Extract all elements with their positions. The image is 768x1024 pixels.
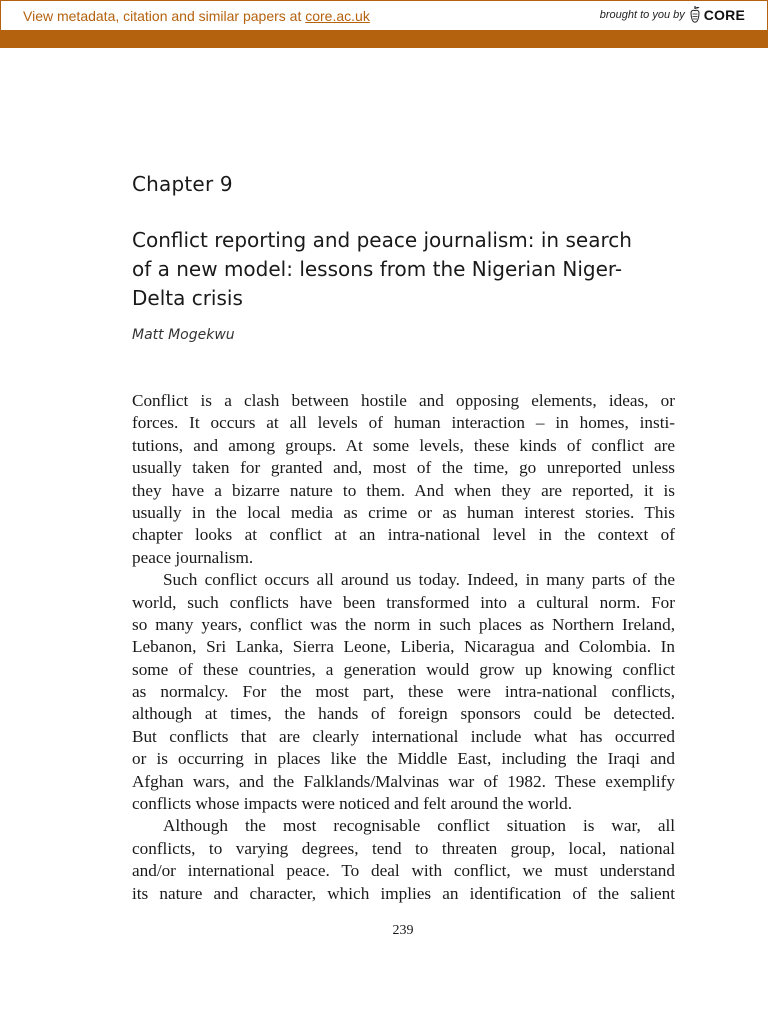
text-line: Afghan wars, and the Falklands/Malvinas war of 1982. These exemplify: [132, 771, 675, 791]
text-line: tutions, and among groups. At some levels, these kinds of conflict are: [132, 435, 675, 455]
text-line: Lebanon, Sri Lanka, Sierra Leone, Liberia, Nicaragua and Colombia. In: [132, 637, 675, 657]
provider-name: Sydney eScholarship: [642, 62, 746, 74]
core-banner-top: [0, 0, 768, 30]
text-line: as normalcy. For the most part, these were intra-national conflicts,: [132, 682, 675, 702]
core-link[interactable]: core.ac.uk: [305, 8, 370, 24]
text-line: so many years, conflict was the norm in such places as Northern Ireland,: [132, 614, 675, 634]
text-line: forces. It occurs at all levels of human interaction – in homes, insti-: [132, 413, 675, 433]
body-text: [132, 390, 675, 905]
text-line: conflicts, to varying degrees, tend to threaten group, local, national: [132, 838, 675, 858]
text-line: conflicts whose impacts were noticed and felt around the world.: [132, 794, 573, 814]
text-line: and/or international peace. To deal with conflict, we must understand: [132, 861, 675, 881]
core-apple-icon: [689, 5, 701, 25]
chapter-title-line: of a new model: lessons from the Nigerian Niger-: [132, 257, 623, 281]
chapter-title-line: Conflict reporting and peace journalism: in search: [132, 228, 632, 252]
page-number: 239: [392, 923, 414, 938]
text-line: peace journalism.: [132, 547, 254, 567]
core-metadata-text: [23, 8, 370, 24]
chapter-title: [132, 226, 680, 313]
text-line: Although the most recognisable conflict situation is war, all: [163, 816, 675, 836]
text-line: some of these countries, a generation would grow up knowing conflict: [132, 659, 675, 679]
text-line: world, such conflicts have been transformed into a cultural norm. For: [132, 592, 675, 612]
text-line: But conflicts that are clearly international include what has occurred: [132, 726, 675, 746]
core-brought-by[interactable]: [600, 5, 745, 25]
core-banner-bottom: [0, 30, 768, 74]
core-provided-by[interactable]: [583, 62, 746, 74]
text-line: Such conflict occurs all around us today. Indeed, in many parts of the: [163, 570, 675, 590]
text-line: they have a bizarre nature to them. And when they are reported, it is: [132, 480, 675, 500]
text-line: or is occurring in places like the Middle East, including the Iraqi and: [132, 749, 675, 769]
provided-by-label: provided by: [582, 62, 640, 74]
text-line: chapter looks at conflict at an intra-national level in the context of: [132, 525, 675, 545]
text-line: although at times, the hands of foreign sponsors could be detected.: [132, 704, 675, 724]
brought-to-you-label: brought to you by: [599, 9, 685, 21]
text-line: usually in the local media as crime or as human interest stories. This: [132, 502, 675, 522]
text-line: Conflict is a clash between hostile and opposing elements, ideas, or: [132, 391, 675, 410]
chapter-label: Chapter 9: [132, 172, 233, 196]
core-metadata-prefix: View metadata, citation and similar papers at: [23, 8, 306, 24]
text-line: usually taken for granted and, most of the time, go unreported unless: [132, 458, 675, 478]
text-line: its nature and character, which implies an identification of the salient: [132, 883, 675, 903]
core-brand: CORE: [703, 7, 745, 23]
chapter-title-line: Delta crisis: [132, 286, 243, 310]
core-banner: [0, 0, 768, 74]
author-name: Matt Mogekwu: [132, 327, 235, 343]
